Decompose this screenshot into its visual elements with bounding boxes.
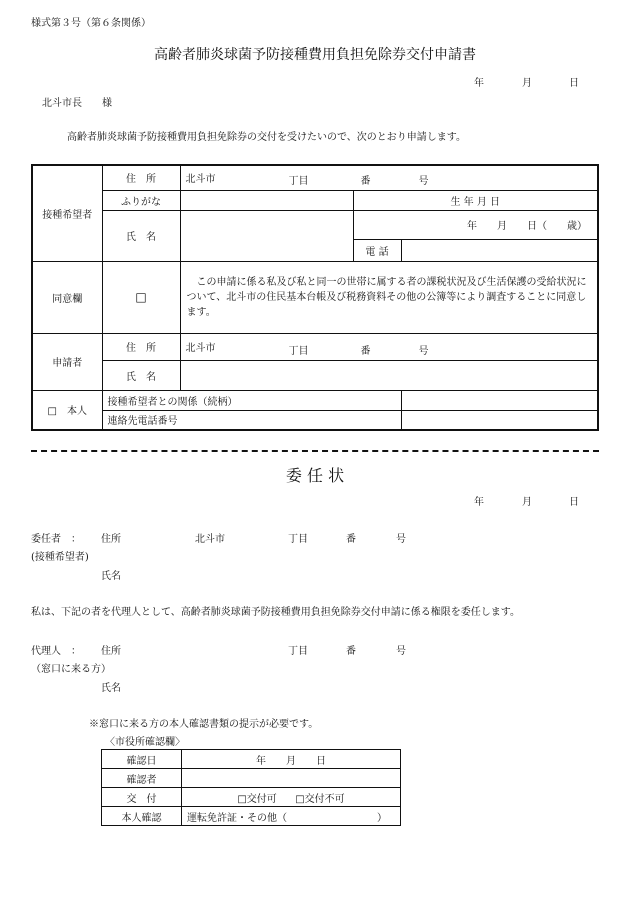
contact-label: 連絡先電話番号 bbox=[102, 410, 401, 430]
delegation-statement: 私は、下記の者を代理人として、高齢者肺炎球菌予防接種費用負担免除券交付申請に係る権限を委任します。 bbox=[31, 607, 520, 618]
birth-date-field[interactable]: 年 月 日（ 歳） bbox=[353, 210, 598, 239]
delegation-day: 日 bbox=[569, 497, 579, 508]
agent-sub: （窓口に来る方） bbox=[31, 664, 111, 675]
agent-name-label: 氏名 bbox=[101, 683, 121, 694]
address-chome: 丁目 bbox=[288, 176, 309, 187]
name-field[interactable] bbox=[180, 210, 353, 261]
delegation-month: 月 bbox=[522, 497, 532, 508]
principal-name-label: 氏名 bbox=[101, 571, 121, 582]
office-label: 〈市役所確認欄〉 bbox=[105, 737, 185, 748]
agent-label: 代理人 ： bbox=[31, 646, 81, 657]
address-go: 号 bbox=[418, 176, 429, 187]
recipient-label: 接種希望者 bbox=[32, 165, 102, 261]
confirmer-field[interactable] bbox=[182, 769, 401, 788]
principal-label: 委任者 ： bbox=[31, 534, 81, 545]
agent-chome: 丁目 bbox=[288, 646, 308, 657]
phone-field[interactable] bbox=[401, 239, 598, 261]
confirmation-table bbox=[101, 749, 401, 826]
address-label: 住 所 bbox=[102, 165, 180, 190]
agent-ban: 番 bbox=[346, 646, 356, 657]
principal-city: 北斗市 bbox=[195, 534, 225, 545]
consent-checkbox[interactable]: □ bbox=[102, 261, 180, 333]
self-checkbox[interactable]: □ 本人 bbox=[32, 390, 102, 430]
principal-address-label: 住所 bbox=[101, 534, 121, 545]
name-label: 氏 名 bbox=[102, 210, 180, 261]
confirm-date-field[interactable]: 年 月 日 bbox=[182, 750, 401, 769]
delegation-year: 年 bbox=[474, 497, 484, 508]
furigana-field[interactable] bbox=[180, 190, 353, 210]
addressee: 北斗市長 様 bbox=[42, 98, 112, 109]
applicant-name-field[interactable] bbox=[180, 360, 598, 390]
applicant-address-go: 号 bbox=[418, 345, 429, 357]
issue-ng-checkbox[interactable]: □交付不可 bbox=[295, 793, 345, 805]
issue-ok-checkbox[interactable]: □交付可 bbox=[237, 793, 277, 805]
cut-line bbox=[31, 450, 599, 452]
id-note: ※窓口に来る方の本人確認書類の提示が必要です。 bbox=[89, 719, 319, 730]
delegation-title: 委 任 状 bbox=[285, 466, 345, 485]
relation-label: 接種希望者との関係（続柄） bbox=[102, 390, 401, 410]
confirmer-label: 確認者 bbox=[102, 769, 182, 788]
header-day: 日 bbox=[569, 78, 579, 89]
relation-field[interactable] bbox=[401, 390, 598, 410]
consent-text: この申請に係る私及び私と同一の世帯に属する者の課税状況及び生活保護の受給状況について、北斗市の住民基本台帳及び税務資料その他の公簿等により調査することに同意します。 bbox=[180, 261, 598, 333]
agent-go: 号 bbox=[396, 646, 406, 657]
header-year: 年 bbox=[474, 78, 484, 89]
agent-address-label: 住所 bbox=[101, 646, 121, 657]
applicant-address-field[interactable] bbox=[180, 333, 598, 360]
consent-label: 同意欄 bbox=[32, 261, 102, 333]
principal-chome: 丁目 bbox=[288, 534, 308, 545]
header-month: 月 bbox=[522, 78, 532, 89]
issue-options bbox=[182, 788, 401, 807]
principal-ban: 番 bbox=[346, 534, 356, 545]
address-city: 北斗市 bbox=[185, 174, 216, 186]
applicant-label: 申請者 bbox=[32, 333, 102, 390]
issue-label: 交 付 bbox=[102, 788, 182, 807]
applicant-address-city: 北斗市 bbox=[185, 343, 216, 354]
contact-field[interactable] bbox=[401, 410, 598, 430]
id-check-field[interactable]: 運転免許証・その他（ ） bbox=[182, 807, 401, 826]
furigana-label: ふりがな bbox=[102, 190, 180, 210]
form-number: 様式第３号（第６条関係） bbox=[31, 18, 151, 29]
intro-text: 高齢者肺炎球菌予防接種費用負担免除券の交付を受けたいので、次のとおり申請します。 bbox=[67, 132, 466, 143]
confirm-date-label: 確認日 bbox=[102, 750, 182, 769]
principal-go: 号 bbox=[396, 534, 406, 545]
application-table bbox=[31, 164, 599, 431]
form-title: 高齢者肺炎球菌予防接種費用負担免除券交付申請書 bbox=[154, 47, 476, 63]
birth-label: 生 年 月 日 bbox=[353, 190, 598, 210]
phone-label: 電 話 bbox=[353, 239, 401, 261]
id-check-label: 本人確認 bbox=[102, 807, 182, 826]
applicant-name-label: 氏 名 bbox=[102, 360, 180, 390]
address-ban: 番 bbox=[360, 176, 371, 187]
principal-sub: (接種希望者) bbox=[31, 552, 89, 563]
applicant-address-ban: 番 bbox=[360, 345, 371, 357]
address-field[interactable] bbox=[180, 165, 598, 190]
applicant-address-label: 住 所 bbox=[102, 333, 180, 360]
applicant-address-chome: 丁目 bbox=[288, 345, 309, 357]
